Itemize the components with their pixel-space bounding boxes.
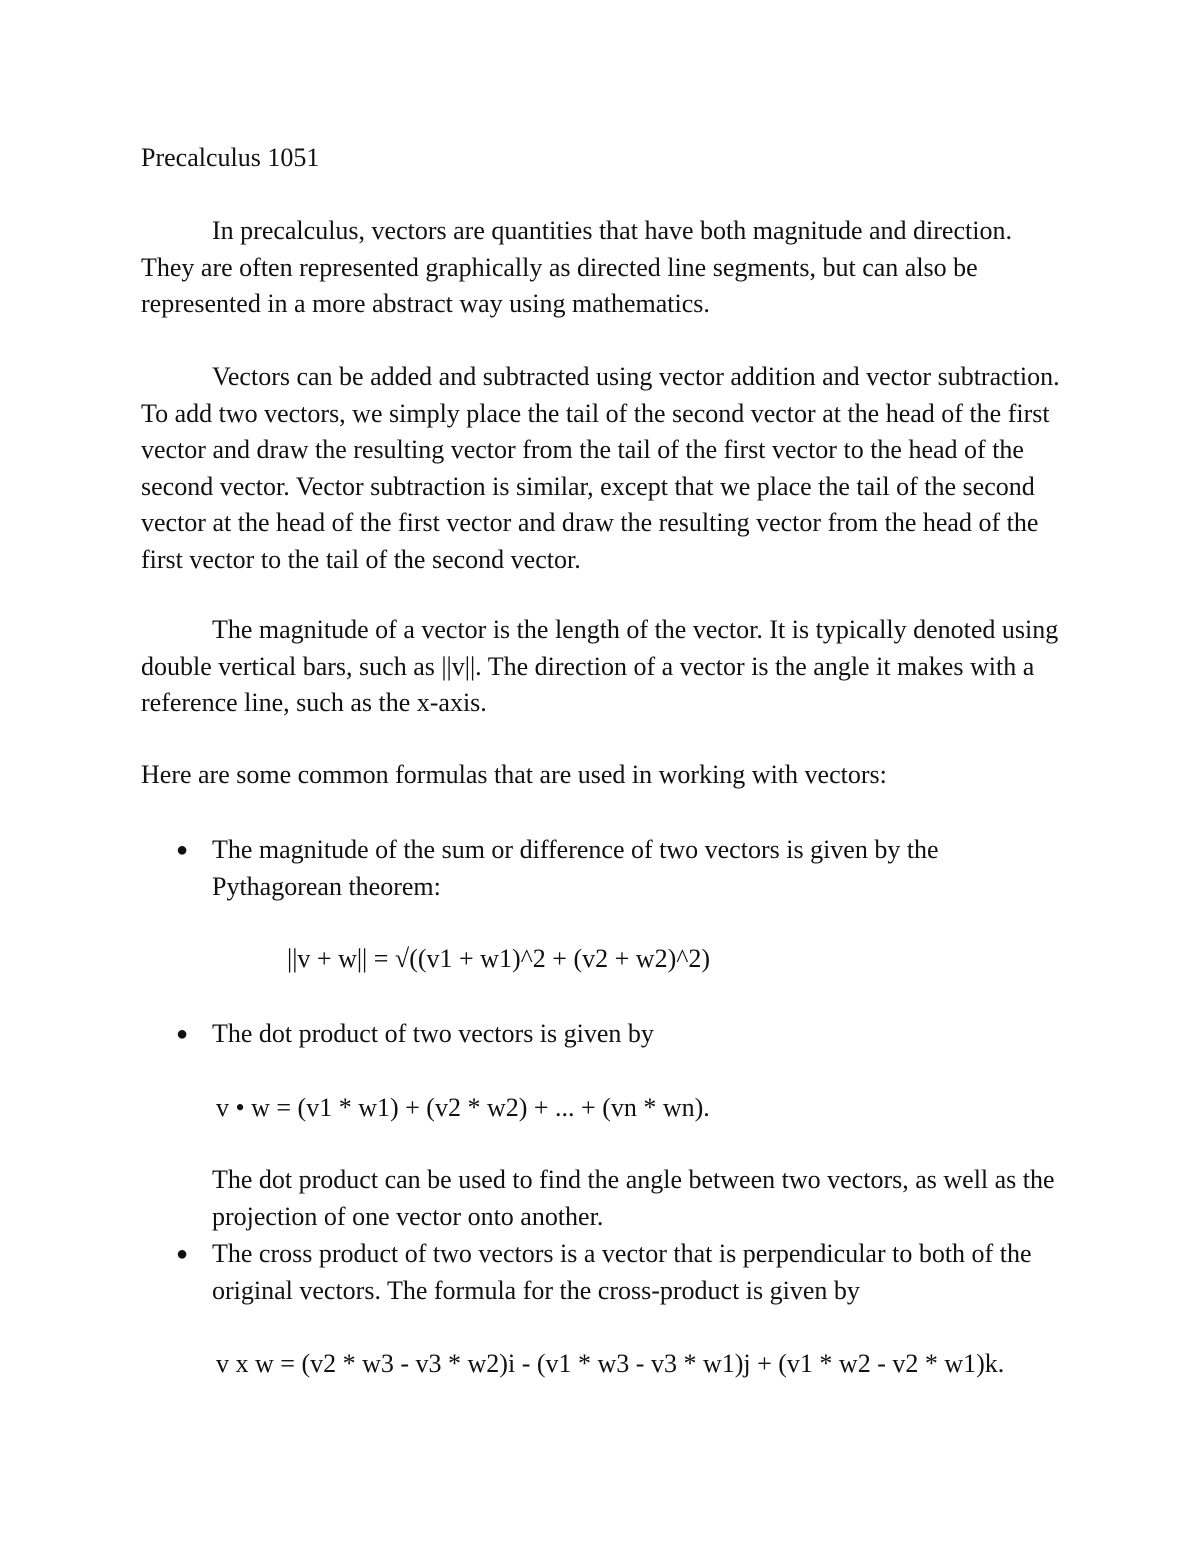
formula-cross-product: v x w = (v2 * w3 - v3 * w2)i - (v1 * w3 - v3 * w1)j + (v1 * w2 - v2 * w1)k. (216, 1349, 1005, 1378)
formula-dot-product: v • w = (v1 * w1) + (v2 * w2) + ... + (vn * wn). (216, 1093, 710, 1122)
dot-product-note: The dot product can be used to find the angle between two vectors, as well as the projection of one vector onto another. (212, 1165, 1055, 1231)
bullet-icon: ● (176, 839, 189, 861)
list-item-cross-product: The cross product of two vectors is a vector that is perpendicular to both of the original vectors. The formula for the cross-product is given by (212, 1239, 1032, 1305)
bullet-icon: ● (176, 1243, 189, 1265)
paragraph-formulas-intro: Here are some common formulas that are used in working with vectors: (141, 760, 887, 789)
formula-magnitude-sum: ||v + w|| = √((v1 + w1)^2 + (v2 + w2)^2) (287, 944, 711, 973)
paragraph-vector-addition: Vectors can be added and subtracted using vector addition and vector subtraction. To add two vectors, we simply place the tail of the second vector at the head of the first vector and draw the resulting vector from the tail of the first vector to the head of the second vector. Vector subtraction is similar, except that we place the tail of the second vector at the head of the first vector and draw the resulting vector from the head of the first vector to the tail of the second vector. (141, 362, 1060, 574)
bullet-icon: ● (176, 1023, 189, 1045)
paragraph-vector-magnitude: The magnitude of a vector is the length of the vector. It is typically denoted using double vertical bars, such as ||v||. The direction of a vector is the angle it makes with a reference line, such as the x-axis. (141, 615, 1059, 717)
document-title: Precalculus 1051 (141, 143, 320, 172)
list-item-magnitude-sum: The magnitude of the sum or difference of two vectors is given by the Pythagorean theorem: (212, 835, 939, 901)
paragraph-vectors-definition: In precalculus, vectors are quantities that have both magnitude and direction. They are often represented graphically as directed line segments, but can also be represented in a more abstract way using mathematics. (141, 216, 1012, 318)
list-item-dot-product: The dot product of two vectors is given by (212, 1019, 654, 1048)
